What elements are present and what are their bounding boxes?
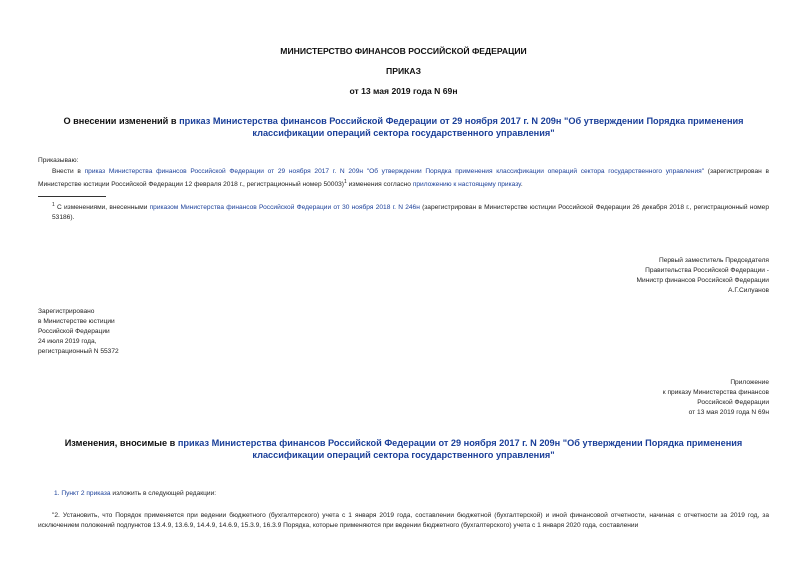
- signature-line-2: Правительства Российской Федерации -: [645, 267, 769, 274]
- document-title: [30, 115, 777, 139]
- signature-name: А.Г.Силуанов: [728, 287, 769, 294]
- signature-block: [469, 256, 769, 296]
- footnote-divider: [38, 196, 106, 197]
- changes-title: [30, 437, 777, 461]
- item-1-text: изложить в следующей редакции:: [110, 490, 217, 497]
- appendix-line-2: к приказу Министерства финансов: [662, 389, 769, 396]
- p1-end: .: [520, 181, 523, 189]
- order-word: Приказываю:: [38, 157, 79, 164]
- footnote-mark: 1: [52, 202, 55, 208]
- signature-line-3: Министр финансов Российской Федерации: [636, 277, 769, 284]
- registration-line-3: Российской Федерации: [38, 328, 110, 335]
- ministry-heading: МИНИСТЕРСТВО ФИНАНСОВ РОССИЙСКОЙ ФЕДЕРАЦИИ: [280, 46, 527, 56]
- footnote-suffix: (зарегистрирован в Министерстве юстиции Российской Федерации 26 декабря 2018 г., регистрационный номер 53186).: [52, 204, 769, 222]
- title-prefix: О внесении изменений в: [63, 116, 180, 126]
- p1-appendix-link[interactable]: приложению к настоящему приказу: [412, 181, 521, 189]
- footnote: [52, 200, 769, 223]
- doc-type-heading: ПРИКАЗ: [386, 66, 421, 76]
- registration-line-2: в Министерстве юстиции: [38, 318, 115, 325]
- appendix-line-3: Российской Федерации: [697, 399, 769, 406]
- registration-line-1: Зарегистрировано: [38, 308, 95, 315]
- appendix-block: [469, 378, 769, 418]
- p1-order-link[interactable]: приказ Министерства финансов Российской Федерации от 29 ноября 2017 г. N 209н "Об утверждении Порядка применения классификации операций сектора государственного управления": [84, 168, 705, 175]
- item-1: [54, 489, 769, 499]
- item-1-number: 1.: [54, 490, 62, 497]
- appendix-line-4: от 13 мая 2019 года N 69н: [688, 409, 769, 416]
- footnote-ref[interactable]: 1: [344, 179, 347, 185]
- signature-line-1: Первый заместитель Председателя: [658, 257, 769, 264]
- p1-prefix: Внести в: [52, 168, 85, 175]
- footnote-prefix: С изменениями, внесенными: [54, 204, 150, 212]
- footnote-link[interactable]: приказом Министерства финансов Российской Федерации от 30 ноября 2018 г. N 246н: [149, 204, 420, 212]
- registration-block: [38, 307, 238, 357]
- title-link[interactable]: приказ Министерства финансов Российской Федерации от 29 ноября 2017 г. N 209н "Об утверждении Порядка применения классификации операций сектора государственного управления": [179, 116, 744, 138]
- p1-middle: (зарегистрирован в Министерстве юстиции Российской Федерации 12 февраля 2018 г., регистрационный номер 50003): [38, 168, 769, 189]
- registration-line-4: 24 июля 2019 года,: [38, 338, 97, 345]
- doc-date-number: от 13 мая 2019 года N 69н: [349, 86, 458, 96]
- changes-title-link[interactable]: приказ Министерства финансов Российской Федерации от 29 ноября 2017 г. N 209н "Об утверждении Порядка применения классификации операций сектора государственного управления": [177, 438, 743, 460]
- item-1-link[interactable]: Пункт 2 приказа: [61, 490, 111, 497]
- paragraph-1: [38, 167, 769, 190]
- changes-title-prefix: Изменения, вносимые в: [64, 438, 178, 448]
- quote-paragraph: "2. Установить, что Порядок применяется при ведении бюджетного (бухгалтерского) учета с 1 января 2019 года, составлении бюджетной (бухгалтерской) и иной финансовой отчетности, начиная с отчетности за 2019 год, за исключением положений подпунктов 13.4.9, 13.6.9, 14.4.9, 14.6.9, 15.3.9, 16.3.9 Порядка, которые применяются при ведении бюджетного (бухгалтерского) учета с 1 января 2020 года, составлении: [38, 512, 769, 529]
- p1-after: изменения согласно: [346, 181, 413, 189]
- registration-line-5: регистрационный N 55372: [38, 348, 119, 355]
- appendix-line-1: Приложение: [730, 379, 769, 386]
